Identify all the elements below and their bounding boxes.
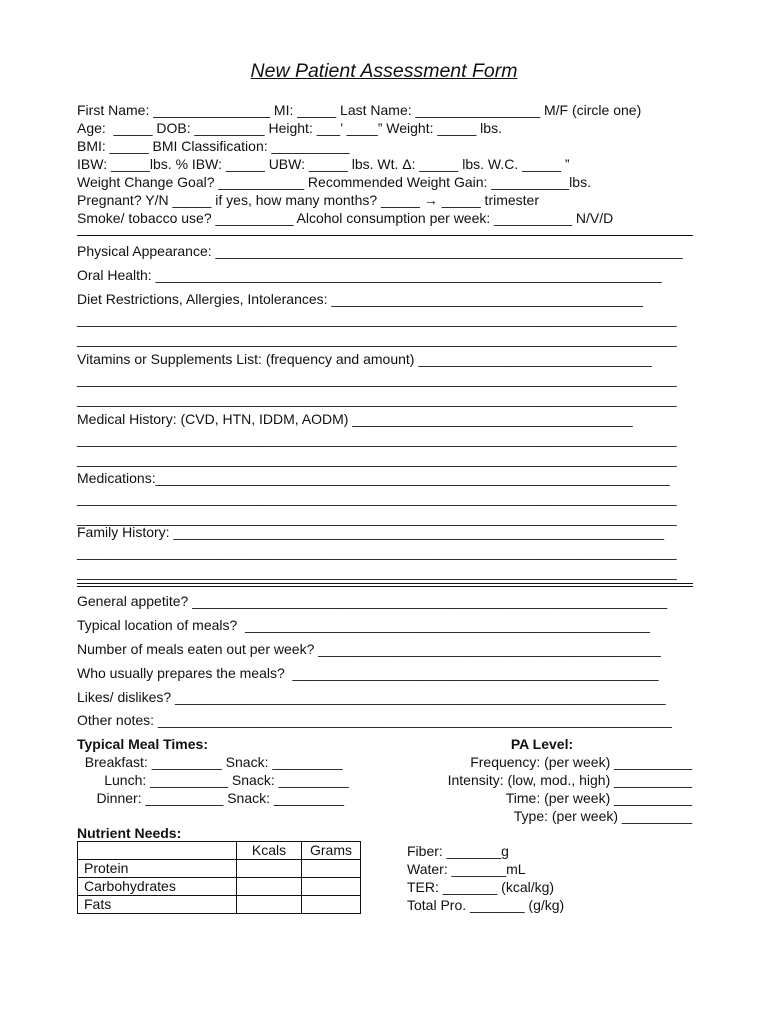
demographics-line[interactable]: BMI: _____ BMI Classification: __________ — [77, 138, 350, 154]
history-line[interactable]: Oral Health: _________________________________________________________________ — [77, 267, 662, 283]
history-line[interactable]: Diet Restrictions, Allergies, Intolerances: ________________________________________ — [77, 291, 643, 307]
history-line[interactable]: _____________________________________________________________________________ — [77, 431, 677, 447]
history-line[interactable]: Medications:__________________________________________________________________ — [77, 470, 670, 486]
history-line[interactable]: Family History: _______________________________________________________________ — [77, 524, 664, 540]
table-header-cell: Kcals — [237, 842, 302, 860]
grams-cell[interactable] — [302, 860, 361, 878]
history-line[interactable]: _____________________________________________________________________________ — [77, 331, 677, 347]
history-line[interactable]: _____________________________________________________________________________ — [77, 311, 677, 327]
table-row — [78, 860, 361, 878]
demographics-line[interactable]: Weight Change Goal? ___________ Recommended Weight Gain: __________lbs. — [77, 174, 591, 190]
pa-level-row[interactable]: Intensity: (low, mod., high) __________ — [447, 772, 692, 788]
history-line[interactable]: _____________________________________________________________________________ — [77, 490, 677, 506]
history-line[interactable]: _____________________________________________________________________________ — [77, 451, 677, 467]
grams-cell[interactable] — [302, 896, 361, 914]
section-divider — [77, 586, 693, 587]
other-needs-row[interactable]: Total Pro. _______ (g/kg) — [407, 897, 565, 913]
history-line[interactable]: Medical History: (CVD, HTN, IDDM, AODM) ____________________________________ — [77, 411, 633, 427]
history-line[interactable]: _____________________________________________________________________________ — [77, 544, 677, 560]
demographics-line[interactable]: First Name: _______________ MI: _____ Last Name: ________________ M/F (circle one) — [77, 102, 642, 118]
nutrient-label: Protein — [78, 860, 237, 878]
other-needs-row[interactable]: Water: _______mL — [407, 861, 526, 877]
pa-level-row[interactable]: Time: (per week) __________ — [505, 790, 692, 806]
habits-line[interactable]: General appetite? _____________________________________________________________ — [77, 593, 668, 609]
table-header-cell — [78, 842, 237, 860]
demographics-line[interactable]: Age: _____ DOB: _________ Height: ___’ ____” Weight: _____ lbs. — [77, 120, 502, 136]
other-needs-row[interactable]: Fiber: _______g — [407, 843, 509, 859]
kcals-cell[interactable] — [237, 860, 302, 878]
pa-level-row[interactable]: Frequency: (per week) __________ — [470, 754, 692, 770]
meal-times-row[interactable]: Dinner: __________ Snack: _________ — [77, 790, 344, 806]
nutrient-needs-table — [77, 841, 361, 914]
table-row — [78, 878, 361, 896]
habits-line[interactable]: Typical location of meals? ____________________________________________________ — [77, 617, 650, 633]
meal-times-heading: Typical Meal Times: — [77, 736, 208, 752]
kcals-cell[interactable] — [237, 878, 302, 896]
history-line[interactable]: _____________________________________________________________________________ — [77, 510, 677, 526]
form-title: New Patient Assessment Form — [250, 60, 518, 82]
kcals-cell[interactable] — [237, 896, 302, 914]
history-line[interactable]: _____________________________________________________________________________ — [77, 371, 677, 387]
habits-line[interactable]: Likes/ dislikes? _______________________________________________________________ — [77, 689, 666, 705]
nutrient-label: Fats — [78, 896, 237, 914]
demographics-line[interactable]: IBW: _____lbs. % IBW: _____ UBW: _____ lbs. Wt. Δ: _____ lbs. W.C. _____ ” — [77, 156, 570, 172]
table-row — [78, 896, 361, 914]
pa-level-row[interactable]: Type: (per week) _________ — [513, 808, 692, 824]
habits-line[interactable]: Other notes: __________________________________________________________________ — [77, 712, 672, 728]
habits-line[interactable]: Number of meals eaten out per week? ____________________________________________ — [77, 641, 661, 657]
nutrient-label: Carbohydrates — [78, 878, 237, 896]
section-divider — [77, 235, 693, 236]
pa-level-heading: PA Level: — [510, 736, 574, 752]
grams-cell[interactable] — [302, 878, 361, 896]
other-needs-row[interactable]: TER: _______ (kcal/kg) — [407, 879, 555, 895]
meal-times-row[interactable]: Lunch: __________ Snack: _________ — [77, 772, 349, 788]
history-line[interactable]: Vitamins or Supplements List: (frequency and amount) ______________________________ — [77, 351, 652, 367]
history-line[interactable]: Physical Appearance: ____________________________________________________________ — [77, 243, 683, 259]
nutrient-needs-heading: Nutrient Needs: — [77, 825, 182, 841]
demographics-line[interactable]: Smoke/ tobacco use? __________ Alcohol consumption per week: __________ N/V/D — [77, 210, 614, 226]
table-header-row — [78, 842, 361, 860]
table-header-cell: Grams — [302, 842, 361, 860]
meal-times-row[interactable]: Breakfast: _________ Snack: _________ — [77, 754, 343, 770]
section-divider — [77, 583, 693, 584]
habits-line[interactable]: Who usually prepares the meals? _______________________________________________ — [77, 665, 659, 681]
demographics-line[interactable]: Pregnant? Y/N _____ if yes, how many months? _____ → _____ trimester — [77, 192, 540, 208]
history-line[interactable]: _____________________________________________________________________________ — [77, 564, 677, 580]
history-line[interactable]: _____________________________________________________________________________ — [77, 391, 677, 407]
